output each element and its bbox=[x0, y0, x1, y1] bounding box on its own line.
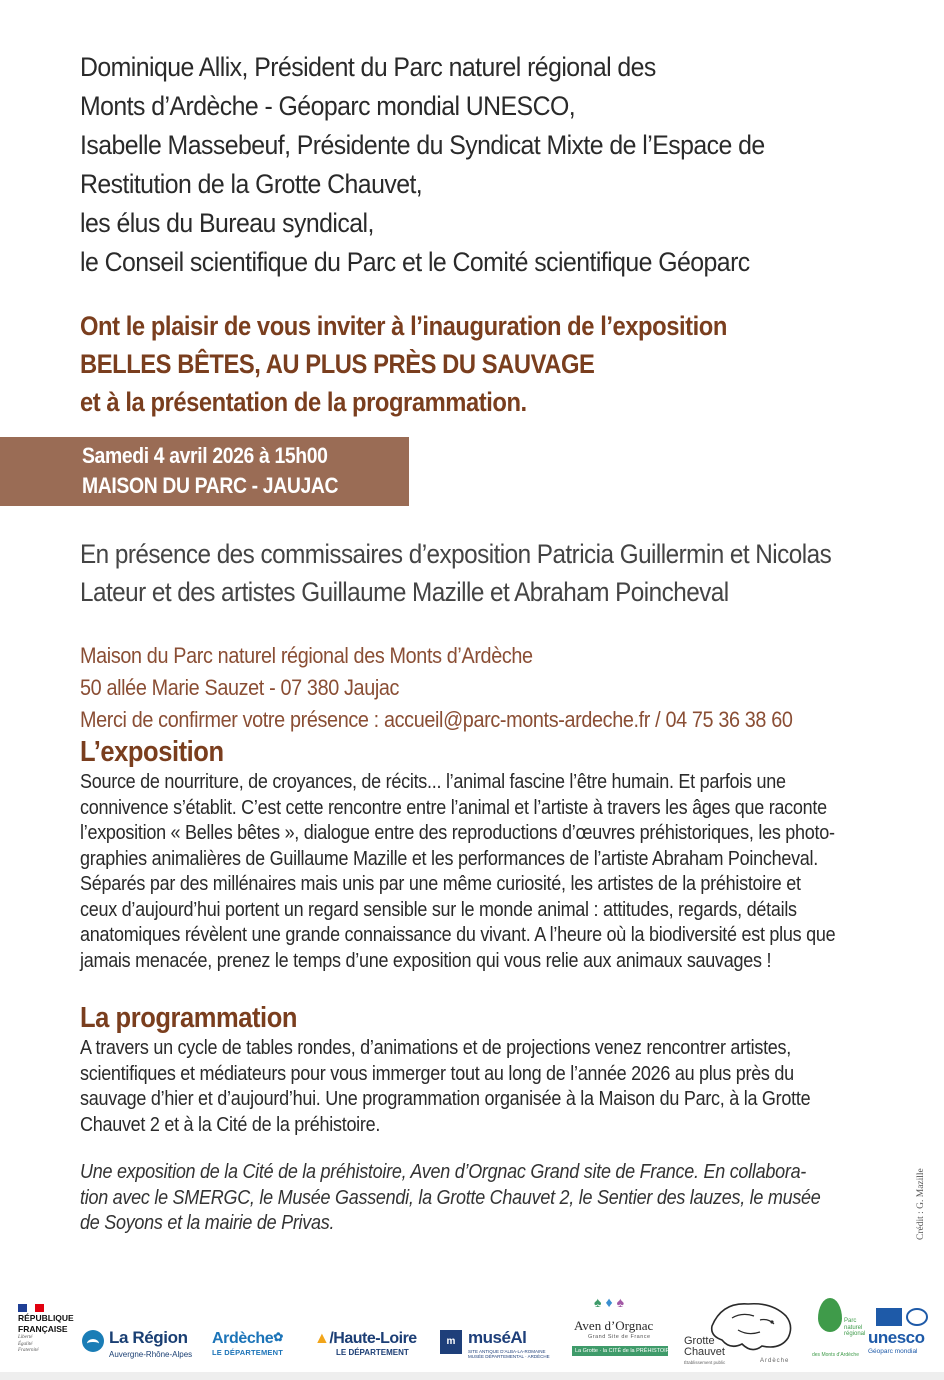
paragraph-line: scientifiques et médiateurs pour vous immerger tout au long de l’année 2026 au plus près du bbox=[80, 1062, 794, 1085]
unesco-geoparc-logo: unesco Géoparc mondial bbox=[866, 1308, 938, 1364]
venue-block bbox=[80, 640, 793, 736]
exposition-text bbox=[80, 770, 835, 974]
parc-naturel-regional-logo: Parc naturel régional des Monts d’Ardèche bbox=[810, 1296, 862, 1364]
presence-line: En présence des commissaires d’exposition Patricia Guillermin et Nicolas bbox=[80, 539, 832, 569]
ardeche-mark-icon: ✿ bbox=[273, 1330, 283, 1344]
museal-mark-icon: m bbox=[440, 1330, 462, 1354]
credits-line: de Soyons et la mairie de Privas. bbox=[80, 1212, 335, 1234]
republique-francaise-logo: RÉPUBLIQUE FRANÇAISE Liberté Égalité Fraternité bbox=[18, 1304, 78, 1354]
venue-address: 50 allée Marie Sauzet - 07 380 Jaujac bbox=[80, 675, 400, 700]
museal-logo: m muséAl SITE ANTIQUE D’ALBA-LA-ROMAINE MUSÉE DÉPARTEMENTAL · ARDÈCHE bbox=[440, 1328, 550, 1364]
host-line: les élus du Bureau syndical, bbox=[80, 208, 374, 238]
presence-line: Lateur et des artistes Guillaume Mazille et Abraham Poincheval bbox=[80, 577, 729, 607]
credits-line: Une exposition de la Cité de la préhistoire, Aven d’Orgnac Grand site de France. En collabora- bbox=[80, 1161, 807, 1183]
la-region-logo: La Région Auvergne-Rhône-Alpes bbox=[82, 1328, 194, 1362]
bottom-divider bbox=[0, 1372, 944, 1380]
grotte-chauvet-logo: Grotte Chauvet Établissement public Ardèche bbox=[682, 1296, 800, 1370]
orgnac-figures-icon: ♠♦♠ bbox=[594, 1294, 629, 1310]
ardeche-departement-logo: Ardèche✿ LE DÉPARTEMENT bbox=[212, 1330, 283, 1357]
invitation-heading bbox=[80, 307, 727, 421]
host-line: le Conseil scientifique du Parc et le Comité scientifique Géoparc bbox=[80, 247, 750, 277]
paragraph-line: ceux d’aujourd’hui portent un regard sensible sur le monde animal : attitudes, regards, détails bbox=[80, 898, 797, 921]
aven-orgnac-logo: ♠♦♠ Aven d’Orgnac Grand Site de France La Grotte · la CITÉ de la PRÉHISTOIRE bbox=[574, 1294, 674, 1354]
host-line: Dominique Allix, Président du Parc naturel régional des bbox=[80, 52, 656, 82]
host-line: Isabelle Massebeuf, Présidente du Syndicat Mixte de l’Espace de bbox=[80, 130, 765, 160]
event-band bbox=[0, 437, 409, 506]
paragraph-line: graphies animalières de Guillaume Mazille et les performances de l’artiste Abraham Poincheval. bbox=[80, 847, 818, 870]
paragraph-line: Source de nourriture, de croyances, de récits... l’animal fascine l’être humain. Et parfois une bbox=[80, 771, 786, 793]
exposition-title: L’exposition bbox=[80, 736, 224, 768]
host-line: Restitution de la Grotte Chauvet, bbox=[80, 169, 423, 199]
paragraph-line: Chauvet 2 et à la Cité de la préhistoire. bbox=[80, 1113, 381, 1136]
paragraph-line: anatomiques révèlent une grande connaissance du vivant. A l’heure où la biodiversité est plus que bbox=[80, 924, 836, 946]
hosts-block bbox=[80, 48, 908, 282]
paragraph-line: A travers un cycle de tables rondes, d’animations et de projections venez rencontrer artistes, bbox=[80, 1037, 792, 1059]
credits-line: tion avec le SMERGC, le Musée Gassendi, la Grotte Chauvet 2, le Sentier des lauzes, le musée bbox=[80, 1186, 821, 1209]
partners-credits bbox=[80, 1160, 821, 1237]
venue-name: Maison du Parc naturel régional des Monts d’Ardèche bbox=[80, 643, 533, 668]
exhibition-name: BELLES BÊTES, AU PLUS PRÈS DU SAUVAGE bbox=[80, 349, 595, 379]
partner-logos bbox=[0, 1290, 944, 1380]
french-flag-icon bbox=[18, 1304, 44, 1312]
paragraph-line: l’exposition « Belles bêtes », dialogue entre des reproductions d’œuvres préhistoriques, les photo- bbox=[80, 822, 835, 844]
host-line: Monts d’Ardèche - Géoparc mondial UNESCO, bbox=[80, 91, 576, 121]
photo-credit: Crédit : G. Mazille bbox=[916, 1168, 926, 1240]
paragraph-line: jamais menacée, prenez le temps d’une exposition qui vous relie aux animaux sauvages ! bbox=[80, 949, 772, 972]
unesco-temple-icon bbox=[876, 1308, 902, 1326]
haute-loire-logo: ▲/Haute-Loire LE DÉPARTEMENT bbox=[314, 1330, 417, 1357]
paragraph-line: Séparés par des millénaires mais unis par une même curiosité, les artistes de la préhistoire et bbox=[80, 873, 801, 895]
paragraph-line: sauvage d’hier et d’aujourd’hui. Une programmation organisée à la Maison du Parc, à la Grotte bbox=[80, 1088, 811, 1110]
programmation-text bbox=[80, 1036, 810, 1138]
pnr-leaf-icon bbox=[818, 1298, 842, 1332]
rsvp-contact[interactable]: Merci de confirmer votre présence : accueil@parc-monts-ardeche.fr / 04 75 36 38 60 bbox=[80, 707, 793, 732]
event-place: MAISON DU PARC - JAUJAC bbox=[82, 473, 339, 498]
programmation-title: La programmation bbox=[80, 1002, 298, 1034]
geoparc-circle-icon bbox=[906, 1308, 928, 1326]
paragraph-line: connivence s’établit. C’est cette rencontre entre l’animal et l’artiste à travers les âges que raconte bbox=[80, 796, 827, 819]
invitation-line: et à la présentation de la programmation. bbox=[80, 387, 527, 417]
haute-loire-mark-icon: ▲ bbox=[314, 1330, 330, 1347]
region-mark-icon bbox=[82, 1330, 104, 1352]
event-date: Samedi 4 avril 2026 à 15h00 bbox=[82, 443, 328, 468]
invitation-line: Ont le plaisir de vous inviter à l’inauguration de l’exposition bbox=[80, 311, 727, 341]
presence-text bbox=[80, 535, 831, 611]
